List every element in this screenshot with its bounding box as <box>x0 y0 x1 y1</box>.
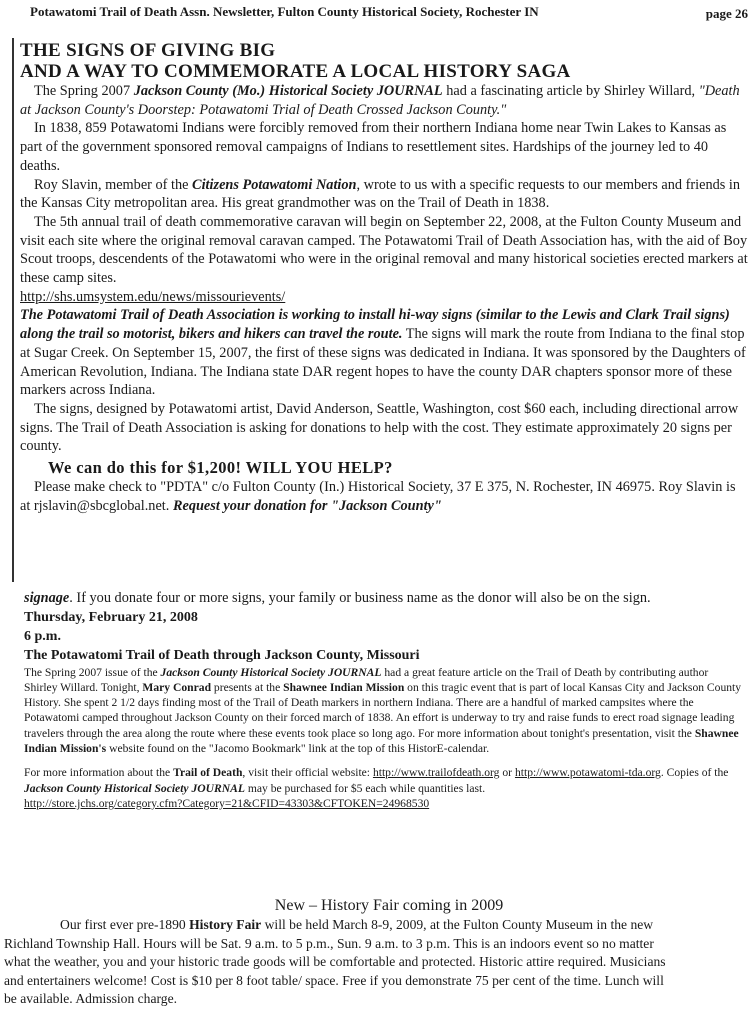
nation-name: Citizens Potawatomi Nation <box>192 176 357 193</box>
potawatomi-tda-link[interactable]: http://www.potawatomi-tda.org <box>514 766 661 780</box>
paragraph-check-info <box>20 478 748 515</box>
text: For more information about the <box>24 766 174 780</box>
page-header <box>0 2 750 24</box>
text: Our first ever pre-1890 <box>60 917 190 932</box>
text: , visit their official website: <box>242 766 373 780</box>
text: had a fascinating article by Shirley Willard, <box>442 83 699 99</box>
signage-word: signage <box>24 590 70 606</box>
event-description <box>24 665 744 757</box>
history-fair-section <box>0 896 750 1009</box>
continuation-section <box>24 590 744 811</box>
text: . Copies of the <box>660 766 729 780</box>
paragraph-donate <box>24 590 744 608</box>
donation-appeal: We can do this for $1,200! WILL YOU HELP? <box>48 458 393 478</box>
history-fair-line-5: be available. Admission charge. <box>4 991 178 1006</box>
journal-name: Jackson County Historical Society JOURNAL <box>160 665 382 679</box>
journal-name: Jackson County Historical Society JOURNAL <box>24 781 245 795</box>
history-fair-line-1 <box>0 916 750 935</box>
spacer <box>24 756 744 765</box>
missouri-events-link-line <box>20 288 748 307</box>
headline-line-2: AND A WAY TO COMMEMORATE A LOCAL HISTORY SAGA <box>20 61 571 82</box>
presenter-name: Mary Conrad <box>142 680 212 694</box>
newsletter-title: Potawatomi Trail of Death Assn. Newsletter, Fulton County Historical Society, Rochester IN <box>30 4 539 19</box>
paragraph-removal: In 1838, 859 Potawatomi Indians were forcibly removed from their northern Indiana home near Twin Lakes to Kansas as part of the government sponsored removal campaigns of Indians to resettlement sites. Hardships of the journey led to 40 deaths. <box>20 120 727 174</box>
text: will be held March 8-9, 2009, at the Fulton County Museum in the new <box>261 917 654 932</box>
event-title: The Potawatomi Trail of Death through Jackson County, Missouri <box>24 647 420 663</box>
paragraph-sign-cost: The signs, designed by Potawatomi artist, David Anderson, Seattle, Washington, cost $60 each, including directional arrow signs. The Trail of Death Association is asking for donations to help with the cost. They estimate approximately 20 signs per county. <box>20 400 739 455</box>
article-headline <box>20 40 748 82</box>
page-number: page 26 <box>705 6 748 21</box>
text: . If you donate four or more signs, your family or business name as the donor will also be on the sign. <box>69 590 651 606</box>
signs-article-box <box>12 38 750 582</box>
signs-emphasis: The Potawatomi Trail of Death Association is working to install hi-way signs (similar to the Lewis and Clark Trail signs) along the trail so motorist, bikers and hikers can travel the route. <box>20 307 730 343</box>
event-date: Thursday, February 21, 2008 <box>24 609 198 625</box>
journal-name: Jackson County (Mo.) Historical Society JOURNAL <box>133 83 443 99</box>
venue-name: Shawnee Indian Mission's <box>24 726 739 755</box>
trail-name: Trail of Death <box>173 766 243 780</box>
venue-name: Shawnee Indian Mission <box>283 680 405 694</box>
donation-request: Request your donation for "Jackson County" <box>172 497 442 514</box>
paragraph-hiway-signs <box>20 306 748 400</box>
missouri-events-link[interactable]: http://shs.umsystem.edu/news/missourievents/ <box>20 288 286 305</box>
text: Please make check to "PDTA" c/o Fulton County (In.) Historical Society, 37 E 375, N. Rochester, IN 46975. Roy Slavin is at rjslavin@sbcglobal.net. <box>20 479 736 514</box>
store-link-line <box>24 796 744 811</box>
history-fair-line-2: Richland Township Hall. Hours will be Sat. 9 a.m. to 5 p.m., Sun. 9 a.m. to 3 p.m. This is an indoors event so no matter <box>4 935 654 951</box>
text: The signs will mark the route from Indiana to the final stop at Sugar Creek. On September 15, 2007, the first of these signs was dedicated in Indiana. It was sponsored by the Daughters of American Revolution, Indiana. The Indiana state DAR regent hopes to have the county DAR chapters sponsor more of these markers across Indiana. <box>20 326 746 399</box>
store-link[interactable]: http://store.jchs.org/category.cfm?Category=21&CFID=43303&CFTOKEN=24968530 <box>24 796 430 810</box>
article-title: "Death at Jackson County's Doorstep: Potawatomi Trial of Death Crossed Jackson County." <box>20 83 740 118</box>
event-name: History Fair <box>189 917 262 932</box>
history-fair-title: New – History Fair coming in 2009 <box>274 897 504 914</box>
paragraph-roy-slavin <box>20 176 748 213</box>
history-fair-line-3: what the weather, you and your historic trade goods will be comfortable and protected. Historic attire required. Musicians <box>4 954 666 969</box>
text: The Spring 2007 issue of the <box>24 665 161 679</box>
text: The Spring 2007 <box>34 83 134 99</box>
text: website found on the "Jacomo Bookmark" link at the top of this HistorE-calendar. <box>106 741 490 755</box>
text: Roy Slavin, member of the <box>34 176 193 193</box>
more-info-paragraph <box>24 765 744 796</box>
history-fair-line-4: and entertainers welcome! Cost is $10 per 8 foot table/ space. Free if you demonstrate 75 per cent of the time. Lunch will <box>4 972 664 988</box>
headline-line-1: THE SIGNS OF GIVING BIG <box>20 40 276 61</box>
trailofdeath-link[interactable]: http://www.trailofdeath.org <box>372 766 500 780</box>
text: or <box>499 766 515 780</box>
paragraph-caravan: The 5th annual trail of death commemorative caravan will begin on September 22, 2008, at the Fulton County Museum and visit each site where the original removal caravan camped. The Potawatomi Trail of Death Association has, with the aid of Boy Scout troops, descendents of the Potawatomi who were in the original removal and many historical societies erected markers at these camp sites. <box>20 213 748 287</box>
event-time: 6 p.m. <box>24 628 61 644</box>
text: presents at the <box>211 680 284 694</box>
text: , wrote to us with a specific requests to our members and friends in the Kansas City metropolitan area. His great grandmother was on the Trail of Death in 1838. <box>20 176 741 212</box>
text: may be purchased for $5 each while quantities last. <box>244 781 486 795</box>
paragraph-journal <box>20 82 748 119</box>
text: on this tragic event that is part of local Kansas City and Jackson County History. She spent 2 1/2 days finding most of the Trail of Death markers in northern Indiana. There are a handful of marked campsites where the Potawatomi camped throughout Jackson County on their forced march of 1838. An effort is underway to try and raise funds to erect road signage leading travelers through the area along the route where these events took place so long ago. For more information about tonight's presentation, visit the <box>24 680 742 740</box>
text: had a great feature article on the Trail of Death by contributing author Shirley Willard. Tonight, <box>24 665 709 694</box>
